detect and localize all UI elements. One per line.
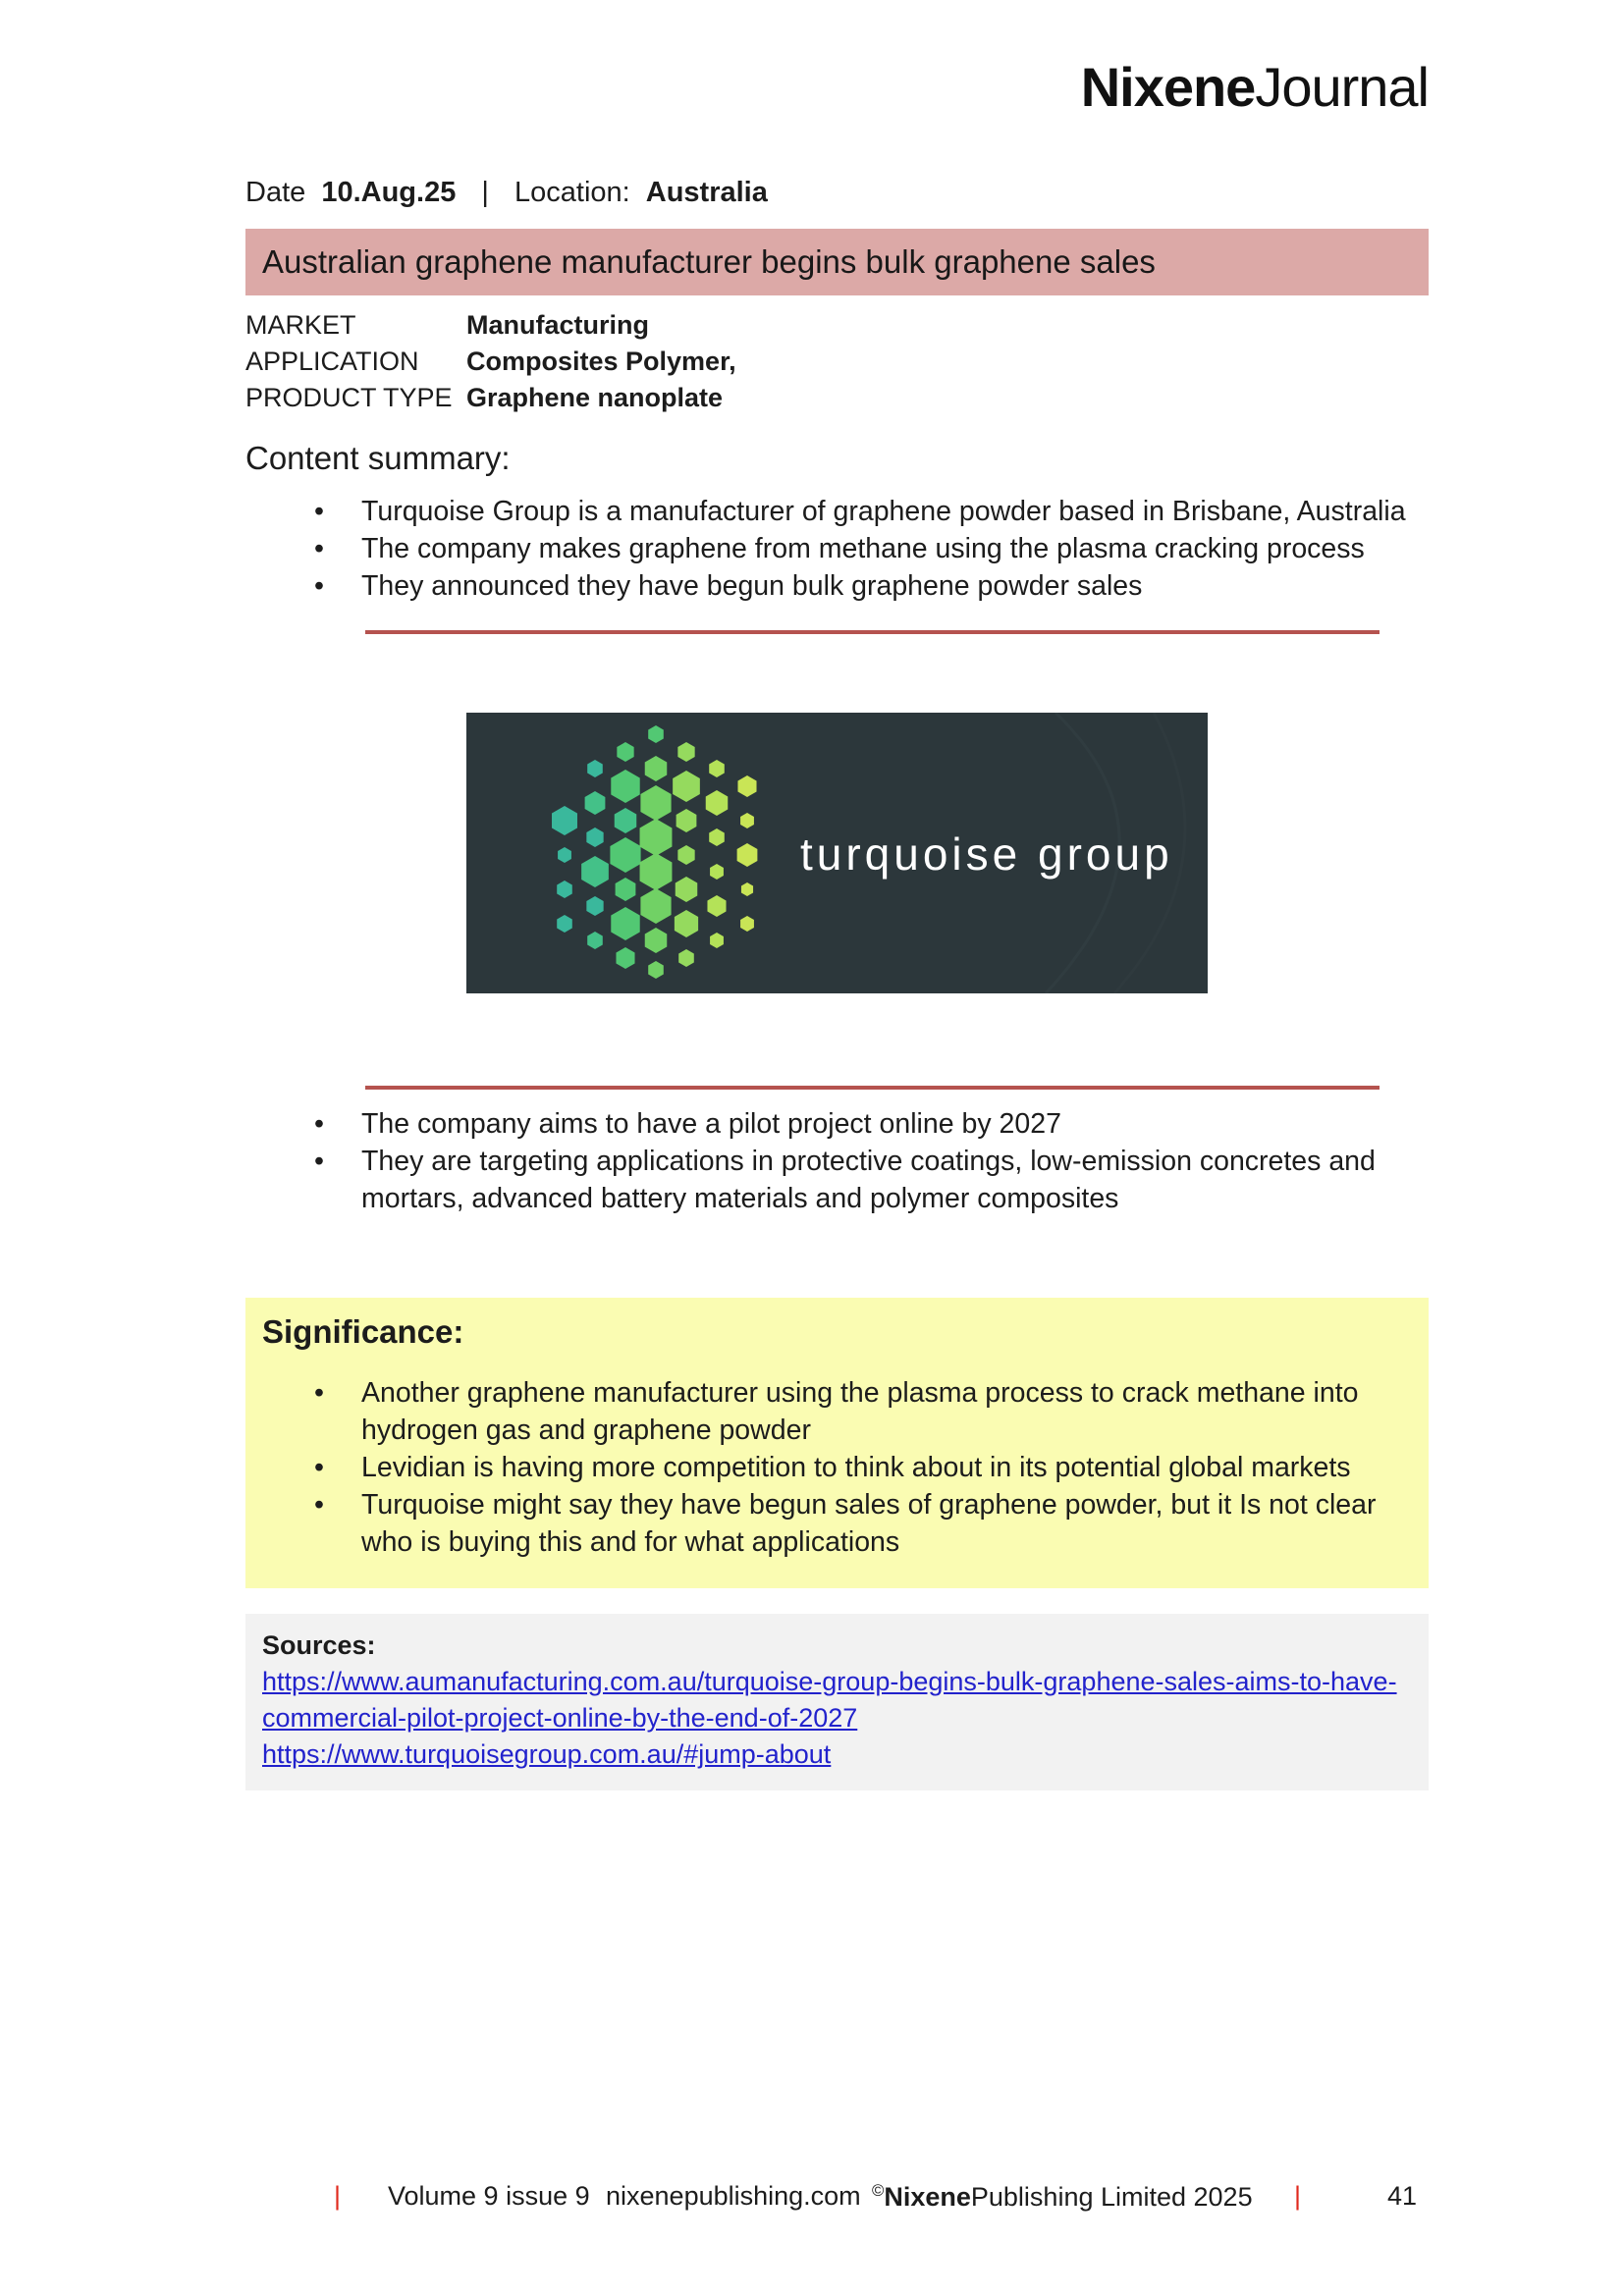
separator-rule-bottom [365, 1086, 1380, 1090]
meta-label: MARKET [245, 310, 356, 340]
meta-row-application [245, 344, 1429, 380]
journal-brand [245, 0, 1429, 116]
brand-nixene: Nixene [1080, 56, 1256, 118]
date-value: 10.Aug.25 [321, 177, 457, 208]
date-label: Date [245, 177, 306, 208]
post-image-bullet: • They are targeting applications in protective coatings, low-emission concretes and mortars, advanced battery materials and polymer composites [361, 1143, 1419, 1217]
post-image-bullet: • The company aims to have a pilot project online by 2027 [361, 1105, 1419, 1143]
source-link-2[interactable]: https://www.turquoisegroup.com.au/#jump-about [262, 1739, 832, 1769]
dateline-separator: | [481, 177, 489, 208]
page-footer [0, 2181, 1623, 2220]
copyright-symbol: © [872, 2181, 885, 2200]
summary-bullet-list [245, 493, 1429, 605]
meta-label: PRODUCT TYPE [245, 383, 453, 412]
significance-bullet: • Levidian is having more competition to think about in its potential global markets [361, 1449, 1402, 1486]
summary-bullet: • Turquoise Group is a manufacturer of graphene powder based in Brisbane, Australia [361, 493, 1419, 530]
footer-copyright [872, 2181, 1253, 2213]
meta-label: APPLICATION [245, 347, 419, 376]
brand-journal: Journal [1255, 56, 1429, 118]
footer-volume: Volume 9 issue 9 [388, 2181, 590, 2211]
copyright-rest: Publishing Limited 2025 [970, 2182, 1253, 2212]
copyright-brand: Nixene [884, 2182, 971, 2212]
logo-wordmark: turquoise group [800, 828, 1173, 880]
separator-rule-top [365, 630, 1380, 634]
post-image-bullet-list [245, 1105, 1429, 1217]
significance-bullet: • Turquoise might say they have begun sales of graphene powder, but it Is not clear who is buying this and for what applications [361, 1486, 1402, 1561]
footer-separator: | [334, 2181, 342, 2211]
meta-value: Graphene nanoplate [466, 383, 724, 412]
dateline [245, 177, 1429, 209]
summary-bullet: • The company makes graphene from methane using the plasma cracking process [361, 530, 1419, 567]
sources-heading: Sources: [262, 1630, 376, 1660]
significance-bullet-list [262, 1374, 1412, 1561]
footer-page-number: 41 [1387, 2181, 1418, 2211]
significance-section [245, 1298, 1429, 1588]
meta-row-product-type [245, 380, 1429, 416]
meta-row-market [245, 307, 1429, 344]
location-label: Location: [514, 177, 630, 208]
footer-separator: | [1294, 2181, 1302, 2211]
footer-site: nixenepublishing.com [606, 2181, 861, 2211]
content-summary-heading: Content summary: [245, 440, 511, 476]
article-title: Australian graphene manufacturer begins bulk graphene sales [245, 229, 1429, 295]
location-value: Australia [645, 177, 768, 208]
significance-heading: Significance: [262, 1313, 464, 1350]
sources-section [245, 1614, 1429, 1790]
significance-bullet: • Another graphene manufacturer using the plasma process to crack methane into hydrogen gas and graphene powder [361, 1374, 1402, 1449]
summary-bullet: • They announced they have begun bulk graphene powder sales [361, 567, 1419, 605]
turquoise-group-logo-image [466, 713, 1208, 993]
source-link-1[interactable]: https://www.aumanufacturing.com.au/turquoise-group-begins-bulk-graphene-sales-aims-to-have-commercial-pilot-project-online-by-the-end-of-2027 [262, 1667, 1397, 1733]
article-meta [245, 307, 1429, 416]
meta-value: Manufacturing [466, 310, 649, 340]
meta-value: Composites Polymer, [466, 347, 736, 376]
